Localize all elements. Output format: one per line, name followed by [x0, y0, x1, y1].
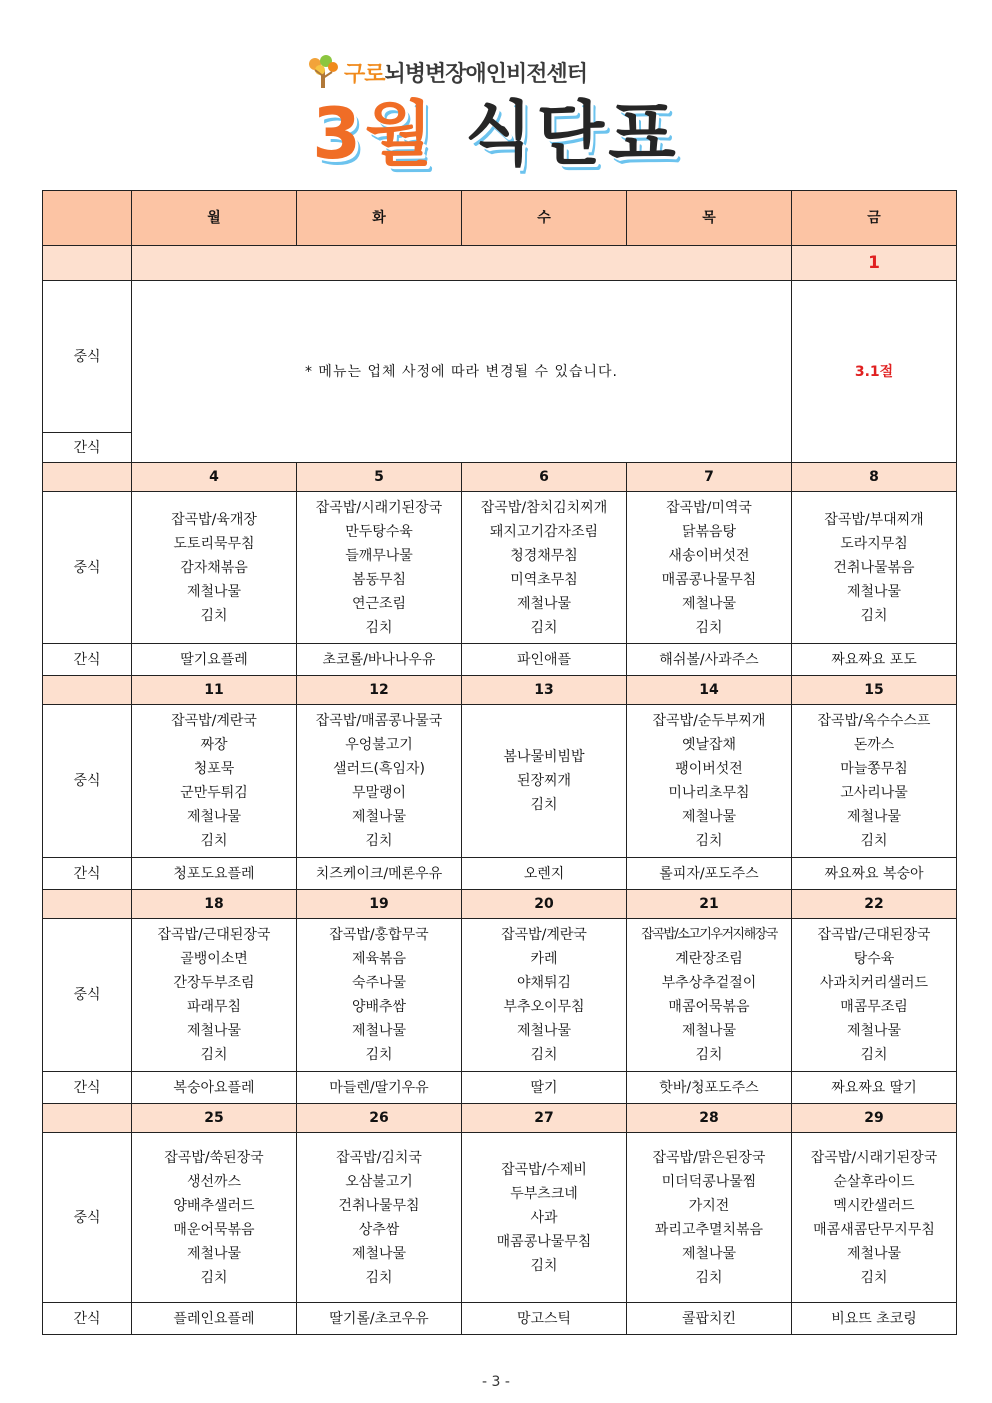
menu-item: 제철나물	[681, 1023, 737, 1039]
menu-item: 김치	[530, 619, 558, 636]
menu-item: 건취나물볶음	[833, 559, 915, 576]
menu-item: 제철나물	[351, 1023, 407, 1039]
date-cell: 5	[297, 463, 462, 492]
menu-item: 김치	[365, 833, 393, 849]
lunch-menu-cell	[627, 492, 792, 644]
date-label-cell	[43, 1104, 132, 1133]
date-cell: 15	[792, 676, 957, 705]
lunch-menu-cell	[297, 492, 462, 644]
lunch-menu-cell	[297, 705, 462, 858]
menu-item: 들깨무나물	[345, 547, 413, 564]
snack-label: 간식	[43, 433, 132, 463]
snack-cell: 짜요짜요 포도	[792, 644, 957, 676]
menu-item: 잡곡밥/시래기된장국	[810, 1149, 938, 1166]
weekday-fri: 금	[792, 191, 957, 246]
snack-cell: 마들렌/딸기우유	[297, 1072, 462, 1104]
menu-item: 군만두튀김	[180, 785, 248, 801]
lunch-menu-cell	[297, 919, 462, 1072]
snack-cell: 롤피자/포도주스	[627, 858, 792, 890]
snack-row-week3	[43, 858, 957, 890]
menu-item: 잡곡밥/부대찌개	[824, 511, 924, 528]
menu-item: 김치	[530, 1047, 558, 1063]
menu-item: 김치	[695, 1047, 723, 1063]
menu-item: 돈까스	[853, 737, 895, 753]
snack-label: 간식	[43, 858, 132, 890]
menu-item: 양배추샐러드	[173, 1197, 255, 1214]
lunch-label: 중식	[43, 281, 132, 433]
menu-item: 미나리초무침	[668, 785, 750, 801]
menu-item: 고사리나물	[840, 785, 908, 801]
lunch-menu-cell	[297, 1133, 462, 1303]
menu-item: 도라지무침	[840, 535, 908, 552]
menu-item: 제철나물	[846, 583, 902, 600]
menu-item: 제철나물	[681, 809, 737, 825]
date-cell: 6	[462, 463, 627, 492]
snack-cell: 초코롤/바나나우유	[297, 644, 462, 676]
snack-cell: 청포도요플레	[132, 858, 297, 890]
menu-item: 옛날잡채	[681, 737, 737, 753]
date-label-cell	[43, 890, 132, 919]
menu-item: 봄동무침	[351, 571, 407, 588]
lunch-label: 중식	[43, 705, 132, 858]
menu-item: 잡곡밥/옥수수스프	[817, 713, 931, 729]
menu-item: 부추오이무침	[503, 999, 585, 1015]
menu-item: 제철나물	[846, 1023, 902, 1039]
lunch-row-week3	[43, 705, 957, 858]
lunch-row-week4	[43, 919, 957, 1072]
menu-item: 잡곡밥/미역국	[666, 499, 752, 516]
lunch-row-week1	[43, 281, 957, 433]
menu-item: 제철나물	[516, 1023, 572, 1039]
menu-item: 김치	[530, 797, 558, 813]
date-cell: 12	[297, 676, 462, 705]
date-cell: 7	[627, 463, 792, 492]
menu-item: 잡곡밥/근대된장국	[157, 927, 271, 943]
page-header	[0, 40, 992, 185]
date-cell: 1	[792, 246, 957, 281]
menu-item: 김치	[860, 607, 888, 624]
weekday-tue: 화	[297, 191, 462, 246]
menu-item: 잡곡밥/수제비	[501, 1161, 587, 1178]
menu-item: 팽이버섯전	[675, 761, 743, 777]
page-title	[0, 92, 992, 176]
menu-item: 잡곡밥/육개장	[171, 511, 257, 528]
snack-cell: 망고스틱	[462, 1303, 627, 1335]
menu-item: 부추상추겉절이	[661, 975, 757, 991]
menu-item: 파래무침	[186, 999, 242, 1015]
lunch-menu-cell	[462, 705, 627, 858]
page-number: - 3 -	[482, 1374, 510, 1390]
menu-item: 연근조림	[351, 595, 407, 612]
date-label-cell	[43, 246, 132, 281]
date-row-week1	[43, 246, 957, 281]
date-cell: 19	[297, 890, 462, 919]
snack-label: 간식	[43, 644, 132, 676]
menu-item: 탕수육	[853, 951, 895, 967]
menu-item: 숙주나물	[351, 975, 407, 991]
menu-item: 청포묵	[193, 761, 235, 777]
meal-menu-table	[42, 190, 957, 1335]
menu-item: 제철나물	[186, 809, 242, 825]
menu-item: 무말랭이	[351, 785, 407, 801]
lunch-menu-cell	[627, 705, 792, 858]
weekday-wed: 수	[462, 191, 627, 246]
menu-item: 청경채무침	[510, 547, 578, 564]
menu-item: 건취나물무침	[338, 1197, 420, 1214]
menu-item: 김치	[860, 1269, 888, 1286]
menu-item: 사과치커리샐러드	[819, 975, 929, 991]
snack-cell: 파인애플	[462, 644, 627, 676]
snack-cell: 딸기	[462, 1072, 627, 1104]
snack-cell: 짜요짜요 복숭아	[792, 858, 957, 890]
holiday-label: 3.1절	[792, 281, 957, 463]
menu-item: 매콤무조림	[840, 999, 908, 1015]
menu-item: 골뱅이소면	[180, 951, 248, 967]
menu-item: 제철나물	[351, 1245, 407, 1262]
menu-item: 잡곡밥/홍합무국	[329, 927, 429, 943]
lunch-menu-cell	[792, 1133, 957, 1303]
snack-cell: 복숭아요플레	[132, 1072, 297, 1104]
menu-item: 멕시칸샐러드	[833, 1197, 915, 1214]
date-cell: 25	[132, 1104, 297, 1133]
date-row-week4	[43, 890, 957, 919]
menu-item: 김치	[860, 833, 888, 849]
menu-item: 카레	[530, 951, 558, 967]
date-cell: 4	[132, 463, 297, 492]
menu-item: 마늘쫑무침	[840, 761, 908, 777]
menu-item: 김치	[695, 1269, 723, 1286]
menu-item: 두부츠크네	[510, 1185, 578, 1202]
menu-item: 김치	[365, 619, 393, 636]
menu-item: 제철나물	[846, 809, 902, 825]
menu-notice: * 메뉴는 업체 사정에 따라 변경될 수 있습니다.	[132, 281, 792, 463]
menu-item: 순살후라이드	[833, 1173, 915, 1190]
menu-item: 간장두부조림	[173, 975, 255, 991]
menu-item: 잡곡밥/매콤콩나물국	[315, 713, 443, 729]
title-month: 3월	[312, 93, 437, 175]
snack-cell: 핫바/청포도주스	[627, 1072, 792, 1104]
menu-item: 만두탕수육	[345, 523, 413, 540]
date-cell: 22	[792, 890, 957, 919]
snack-cell: 콜팝치킨	[627, 1303, 792, 1335]
snack-label: 간식	[43, 1303, 132, 1335]
menu-item: 꽈리고추멸치볶음	[654, 1221, 764, 1238]
snack-cell: 비요뜨 초코링	[792, 1303, 957, 1335]
menu-item: 사과	[530, 1209, 558, 1226]
menu-item: 가지전	[688, 1197, 730, 1214]
lunch-menu-cell	[627, 919, 792, 1072]
date-cell: 21	[627, 890, 792, 919]
menu-item: 매운어묵볶음	[173, 1221, 255, 1238]
snack-cell: 오렌지	[462, 858, 627, 890]
menu-item: 오삼불고기	[345, 1173, 413, 1190]
tree-logo-icon	[306, 54, 340, 90]
menu-item: 김치	[200, 833, 228, 849]
lunch-label: 중식	[43, 919, 132, 1072]
menu-item: 미역초무침	[510, 571, 578, 588]
snack-row-week4	[43, 1072, 957, 1104]
menu-item: 김치	[200, 607, 228, 624]
date-row-week3	[43, 676, 957, 705]
lunch-menu-cell	[462, 919, 627, 1072]
lunch-menu-cell	[132, 919, 297, 1072]
snack-row-week5	[43, 1303, 957, 1335]
menu-item: 계란장조림	[675, 951, 743, 967]
date-cell: 18	[132, 890, 297, 919]
snack-cell: 짜요짜요 딸기	[792, 1072, 957, 1104]
menu-item: 된장찌개	[516, 773, 572, 789]
menu-item: 잡곡밥/맑은된장국	[652, 1149, 766, 1166]
date-cell: 8	[792, 463, 957, 492]
menu-item: 김치	[200, 1047, 228, 1063]
menu-item: 잡곡밥/계란국	[171, 713, 257, 729]
snack-cell: 딸기롤/초코우유	[297, 1303, 462, 1335]
menu-item: 제철나물	[186, 583, 242, 600]
center-name	[306, 52, 587, 92]
date-cell: 26	[297, 1104, 462, 1133]
menu-item: 상추쌈	[358, 1221, 400, 1238]
menu-item: 잡곡밥/근대된장국	[817, 927, 931, 943]
menu-item: 우엉불고기	[345, 737, 413, 753]
date-cell: 27	[462, 1104, 627, 1133]
menu-item: 제철나물	[351, 809, 407, 825]
date-cell: 29	[792, 1104, 957, 1133]
menu-item: 야채튀김	[516, 975, 572, 991]
menu-item: 김치	[200, 1269, 228, 1286]
weekday-mon: 월	[132, 191, 297, 246]
menu-item: 양배추쌈	[351, 999, 407, 1015]
weekday-thu: 목	[627, 191, 792, 246]
menu-item: 김치	[365, 1047, 393, 1063]
date-row-week2	[43, 463, 957, 492]
lunch-menu-cell	[627, 1133, 792, 1303]
menu-item: 미더덕콩나물찜	[661, 1173, 757, 1190]
date-row-week5	[43, 1104, 957, 1133]
date-cell: 14	[627, 676, 792, 705]
date-cell: 11	[132, 676, 297, 705]
date-label-cell	[43, 463, 132, 492]
menu-item: 매콤새콤단무지무침	[813, 1221, 935, 1238]
lunch-menu-cell	[792, 492, 957, 644]
snack-cell: 플레인요플레	[132, 1303, 297, 1335]
menu-item: 잡곡밥/순두부찌개	[652, 713, 766, 729]
snack-cell: 해쉬볼/사과주스	[627, 644, 792, 676]
menu-item: 김치	[365, 1269, 393, 1286]
title-menu: 식단표	[464, 93, 680, 175]
snack-cell: 치즈케이크/메론우유	[297, 858, 462, 890]
menu-item: 잡곡밥/참치김치찌개	[480, 499, 608, 516]
menu-item: 봄나물비빔밥	[503, 749, 585, 765]
center-name-text: 구로뇌병변장애인비전센터	[344, 61, 588, 87]
menu-item: 새송이버섯전	[668, 547, 750, 564]
lunch-menu-cell	[462, 492, 627, 644]
menu-item: 제철나물	[186, 1245, 242, 1262]
weekday-header-row	[43, 191, 957, 246]
menu-item: 김치	[530, 1257, 558, 1274]
menu-item: 제육볶음	[351, 951, 407, 967]
lunch-menu-cell	[132, 492, 297, 644]
lunch-menu-cell	[792, 705, 957, 858]
lunch-row-week2	[43, 492, 957, 644]
snack-row-week2	[43, 644, 957, 676]
menu-item: 돼지고기감자조림	[489, 523, 599, 540]
menu-item: 제철나물	[186, 1023, 242, 1039]
menu-item: 김치	[695, 833, 723, 849]
menu-item: 잡곡밥/계란국	[501, 927, 587, 943]
date-cell: 20	[462, 890, 627, 919]
lunch-label: 중식	[43, 1133, 132, 1303]
menu-item: 도토리묵무침	[173, 535, 255, 552]
menu-item: 샐러드(흑임자)	[332, 761, 426, 777]
lunch-menu-cell	[132, 1133, 297, 1303]
menu-item: 짜장	[200, 737, 228, 753]
snack-label: 간식	[43, 1072, 132, 1104]
menu-item: 잡곡밥/시래기된장국	[315, 499, 443, 516]
corner-cell	[43, 191, 132, 246]
menu-item: 제철나물	[846, 1245, 902, 1262]
lunch-label: 중식	[43, 492, 132, 644]
menu-item: 닭볶음탕	[681, 523, 737, 540]
lunch-menu-cell	[792, 919, 957, 1072]
menu-item: 매콤콩나물무침	[496, 1233, 592, 1250]
menu-item: 제철나물	[516, 595, 572, 612]
lunch-menu-cell	[132, 705, 297, 858]
menu-item: 생선까스	[186, 1173, 242, 1190]
date-cell: 28	[627, 1104, 792, 1133]
menu-item: 잡곡밥/쑥된장국	[164, 1149, 264, 1166]
lunch-menu-cell	[462, 1133, 627, 1303]
menu-item: 매콤콩나물무침	[661, 571, 757, 588]
menu-item: 잡곡밥/김치국	[336, 1149, 422, 1166]
snack-cell: 딸기요플레	[132, 644, 297, 676]
lunch-row-week5	[43, 1133, 957, 1303]
menu-item: 잡곡밥/소고기우거지해장국	[641, 927, 777, 942]
menu-item: 김치	[860, 1047, 888, 1063]
menu-item: 감자채볶음	[180, 559, 248, 576]
menu-item: 제철나물	[681, 1245, 737, 1262]
menu-item: 매콤어묵볶음	[668, 999, 750, 1015]
date-label-cell	[43, 676, 132, 705]
menu-item: 김치	[695, 619, 723, 636]
menu-item: 제철나물	[681, 595, 737, 612]
empty-date-cells	[132, 246, 792, 281]
date-cell: 13	[462, 676, 627, 705]
